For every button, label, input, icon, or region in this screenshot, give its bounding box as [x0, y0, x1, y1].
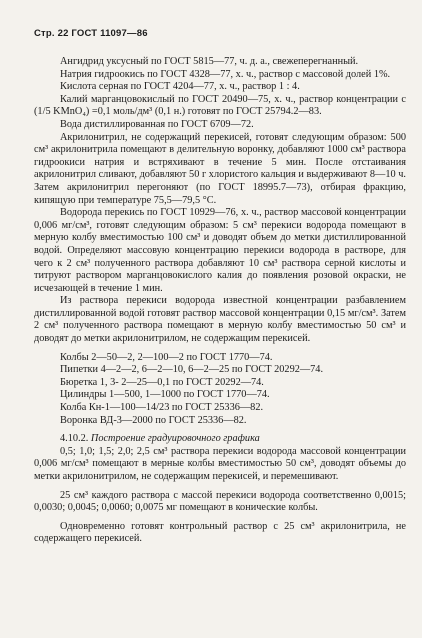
paragraph: Акрилонитрил, не содержащий перекисей, готовят следующим образом: 500 см³ акрилонитрила помещают в делительную воронку, добавляют 1000 см³ раствора гидроокиси натрия и встряхивают в течение 5 мин. После отстаивания акрилонитрил сливают, добавляют 50 г хлористого кальция и выдерживают 8—10 ч. Затем акрилонитрил перегоняют (по ГОСТ 18995.7—73), отбирая фракцию, кипящую при температуре 75,5—79,5 °С.	[34, 131, 406, 206]
equipment-item: Бюретка 1, 3- 2—25—0,1 по ГОСТ 20292—74.	[60, 376, 264, 388]
paragraph: 0,5; 1,0; 1,5; 2,0; 2,5 см³ раствора перекиси водорода массовой концентрации 0,006 мг/см³ помещают в мерные колбы вместимостью 50 см³, доводят объемы до метки акрилонитрилом, не содержащим перекисей, и перемешивают.	[34, 445, 406, 482]
section-title: Построение градуировочного графика	[90, 433, 260, 445]
paragraph: Водорода перекись по ГОСТ 10929—76, х. ч., раствор массовой концентрации 0,006 мг/см³, готовят следующим образом: 5 см³ перекиси водорода помещают в мерную колбу вместимостью 100 см³ и доводят объем до метки дистиллированной водой. Определяют массовую концентрацию перекиси водорода в растворе, для чего к 2 см³ полученного раствора добавляют 10 см³ раствора серной кислоты и титруют раствором марганцовокислого калия до появления розовой окраски, не исчезающей в течение 1 мин.	[34, 207, 406, 294]
paragraph: Одновременно готовят контрольный раствор с 25 см³ акрилонитрила, не содержащего перекисей.	[34, 520, 406, 545]
paragraph: Калий марганцовокислый по ГОСТ 20490—75, х. ч., раствор концентрации c (1/5 KMnO₄) =0,1 моль/дм³ (0,1 н.) готовят по ГОСТ 25794.2—83.	[34, 93, 406, 118]
section-heading	[34, 433, 406, 446]
paragraph: Вода дистиллированная по ГОСТ 6709—72.	[60, 118, 254, 130]
equipment-item: Цилиндры 1—500, 1—1000 по ГОСТ 1770—74.	[60, 389, 270, 401]
section-number: 4.10.2.	[60, 433, 89, 445]
equipment-item: Воронка ВД-3—2000 по ГОСТ 25336—82.	[60, 414, 247, 426]
paragraph: Натрия гидроокись по ГОСТ 4328—77, х. ч., раствор с массовой долей 1%.	[60, 68, 391, 80]
equipment-item: Колбы 2—50—2, 2—100—2 по ГОСТ 1770—74.	[60, 351, 273, 363]
document-body	[34, 56, 406, 546]
page-header: Стр. 22 ГОСТ 11097—86	[34, 28, 148, 39]
paragraph: Кислота серная по ГОСТ 4204—77, х. ч., раствор 1 : 4.	[60, 81, 300, 93]
equipment-item: Пипетки 4—2—2, 6—2—10, 6—2—25 по ГОСТ 20292—74.	[60, 364, 324, 376]
paragraph: 25 см³ каждого раствора с массой перекиси водорода соответственно 0,0015; 0,0030; 0,0045; 0,0060; 0,0075 мг помещают в конические колбы.	[34, 489, 406, 514]
paragraph: Ангидрид уксусный по ГОСТ 5815—77, ч. д. а., свежеперегнанный.	[60, 56, 359, 67]
equipment-item: Колба Кн-1—100—14/23 по ГОСТ 25336—82.	[60, 402, 264, 414]
paragraph: Из раствора перекиси водорода известной концентрации разбавлением дистиллированной водой готовят раствор массовой концентрации 0,15 мг/см³. Затем 2 см³ полученного раствора помещают в мерную колбу вместимостью 50 см³ и доводят до метки акрилонитрилом, не содержащим перекисей.	[34, 295, 406, 345]
